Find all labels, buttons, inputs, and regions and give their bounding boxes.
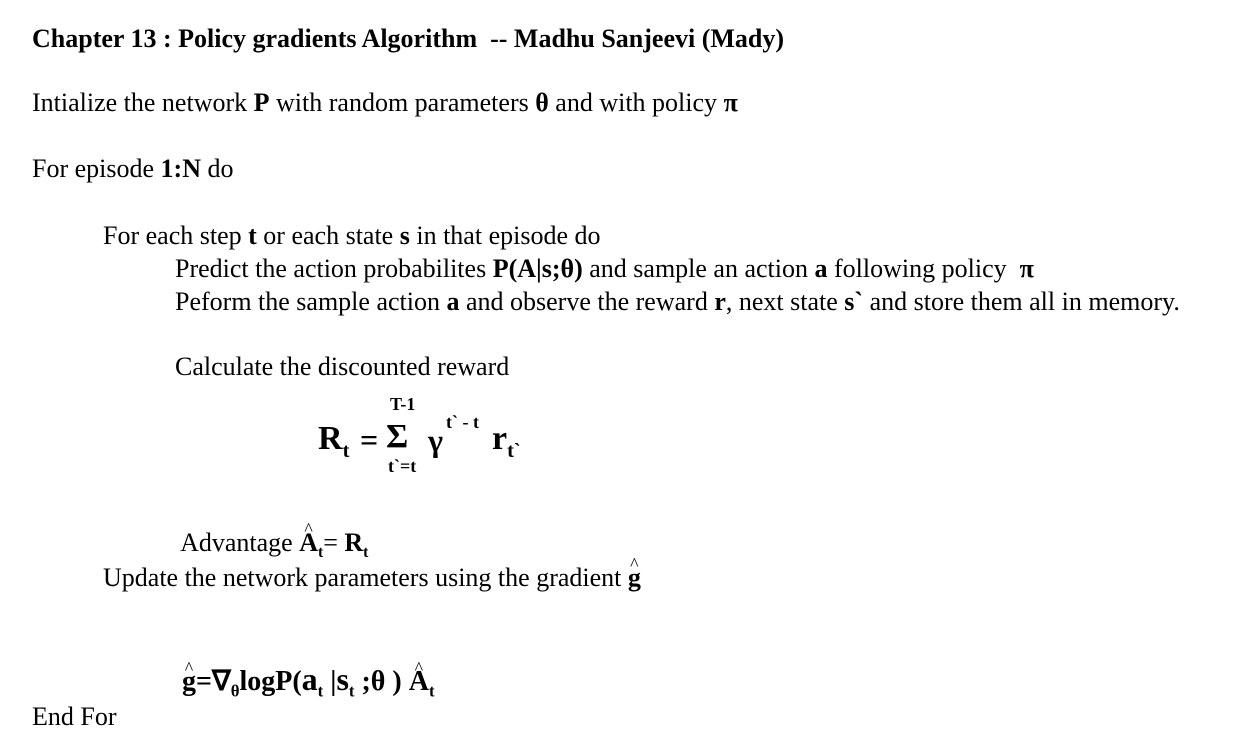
- grad-s-sub: t: [348, 681, 355, 701]
- sum-upper: T-1: [390, 394, 416, 414]
- grad-nabla-sub: θ: [230, 681, 240, 701]
- grad-a: a: [301, 661, 318, 697]
- bold-term: 1:N: [160, 154, 201, 183]
- grad-g: ^ g: [182, 667, 196, 697]
- text-segment: Predict the action probabilites: [175, 254, 493, 283]
- advantage-R-sub: t: [363, 544, 369, 562]
- bold-term: t: [248, 221, 257, 250]
- text-segment: and sample an action: [582, 254, 815, 283]
- text-segment: and observe the reward: [459, 287, 715, 316]
- gradient-formula: [175, 634, 435, 707]
- grad-s: s: [336, 661, 349, 697]
- text-segment: and with policy: [548, 88, 724, 117]
- text-segment: with random parameters: [269, 88, 536, 117]
- line-update: [103, 563, 641, 593]
- text-segment: following policy: [827, 254, 1020, 283]
- formula-lhs: $R_t$: [318, 420, 350, 462]
- sum-lower: t`=t: [388, 456, 417, 476]
- line-end: [32, 702, 117, 732]
- grad-eq: =∇: [196, 666, 231, 697]
- text-segment: and store them all in memory.: [863, 287, 1180, 316]
- bold-term: r: [714, 287, 726, 316]
- text-segment: For each step: [103, 221, 249, 250]
- grad-rest: ;θ ): [354, 666, 409, 697]
- formula-eq: =: [360, 422, 379, 458]
- bold-term: π: [723, 88, 738, 117]
- advantage-R: R: [344, 528, 364, 557]
- gamma: γ: [428, 422, 443, 458]
- line-for-episode: [32, 154, 233, 184]
- grad-A-sub: t: [428, 681, 435, 701]
- text-segment: in that episode do: [409, 221, 601, 250]
- advantage-A: ^ A: [299, 528, 318, 558]
- bold-term: ^ g: [628, 563, 641, 593]
- text-segment: End For: [32, 702, 117, 731]
- text-segment: Peform the sample action: [175, 287, 447, 316]
- line-init: [32, 88, 738, 118]
- text-segment: or each state: [256, 221, 400, 250]
- bold-term: P(A|s;θ): [492, 254, 583, 283]
- advantage-A-sub: t: [317, 544, 324, 562]
- line-predict: [175, 254, 1034, 284]
- line-perform: [175, 287, 1180, 317]
- advantage-eq: =: [323, 528, 345, 557]
- bold-term: π: [1019, 254, 1034, 283]
- gamma-exponent: t` - t: [446, 412, 479, 432]
- grad-a-sub: t: [317, 681, 324, 701]
- bold-term: s: [399, 221, 410, 250]
- formula-r: $r_{t`}$: [492, 420, 521, 462]
- page-title: Chapter 13 : Policy gradients Algorithm -- Madhu Sanjeevi (Mady): [32, 24, 785, 53]
- advantage-line: [175, 498, 368, 568]
- text-segment: Calculate the discounted reward: [175, 352, 510, 381]
- bold-term: a: [446, 287, 460, 316]
- line-for-step: [103, 221, 601, 251]
- bold-term: P: [253, 88, 270, 117]
- text-segment: Update the network parameters using the gradient: [103, 563, 628, 592]
- text-segment: Intialize the network: [32, 88, 254, 117]
- grad-logp: logP(: [239, 666, 302, 697]
- line-calc: [175, 352, 509, 382]
- bold-term: θ: [535, 88, 549, 117]
- text-segment: For episode: [32, 154, 161, 183]
- grad-bar: |: [323, 666, 337, 697]
- text-segment: , next state: [725, 287, 845, 316]
- text-segment: do: [200, 154, 234, 183]
- grad-A: ^ A: [409, 667, 429, 697]
- advantage-label: Advantage: [180, 528, 300, 557]
- bold-term: s`: [844, 287, 864, 316]
- bold-term: a: [814, 254, 828, 283]
- sum-sigma: Σ: [386, 418, 409, 455]
